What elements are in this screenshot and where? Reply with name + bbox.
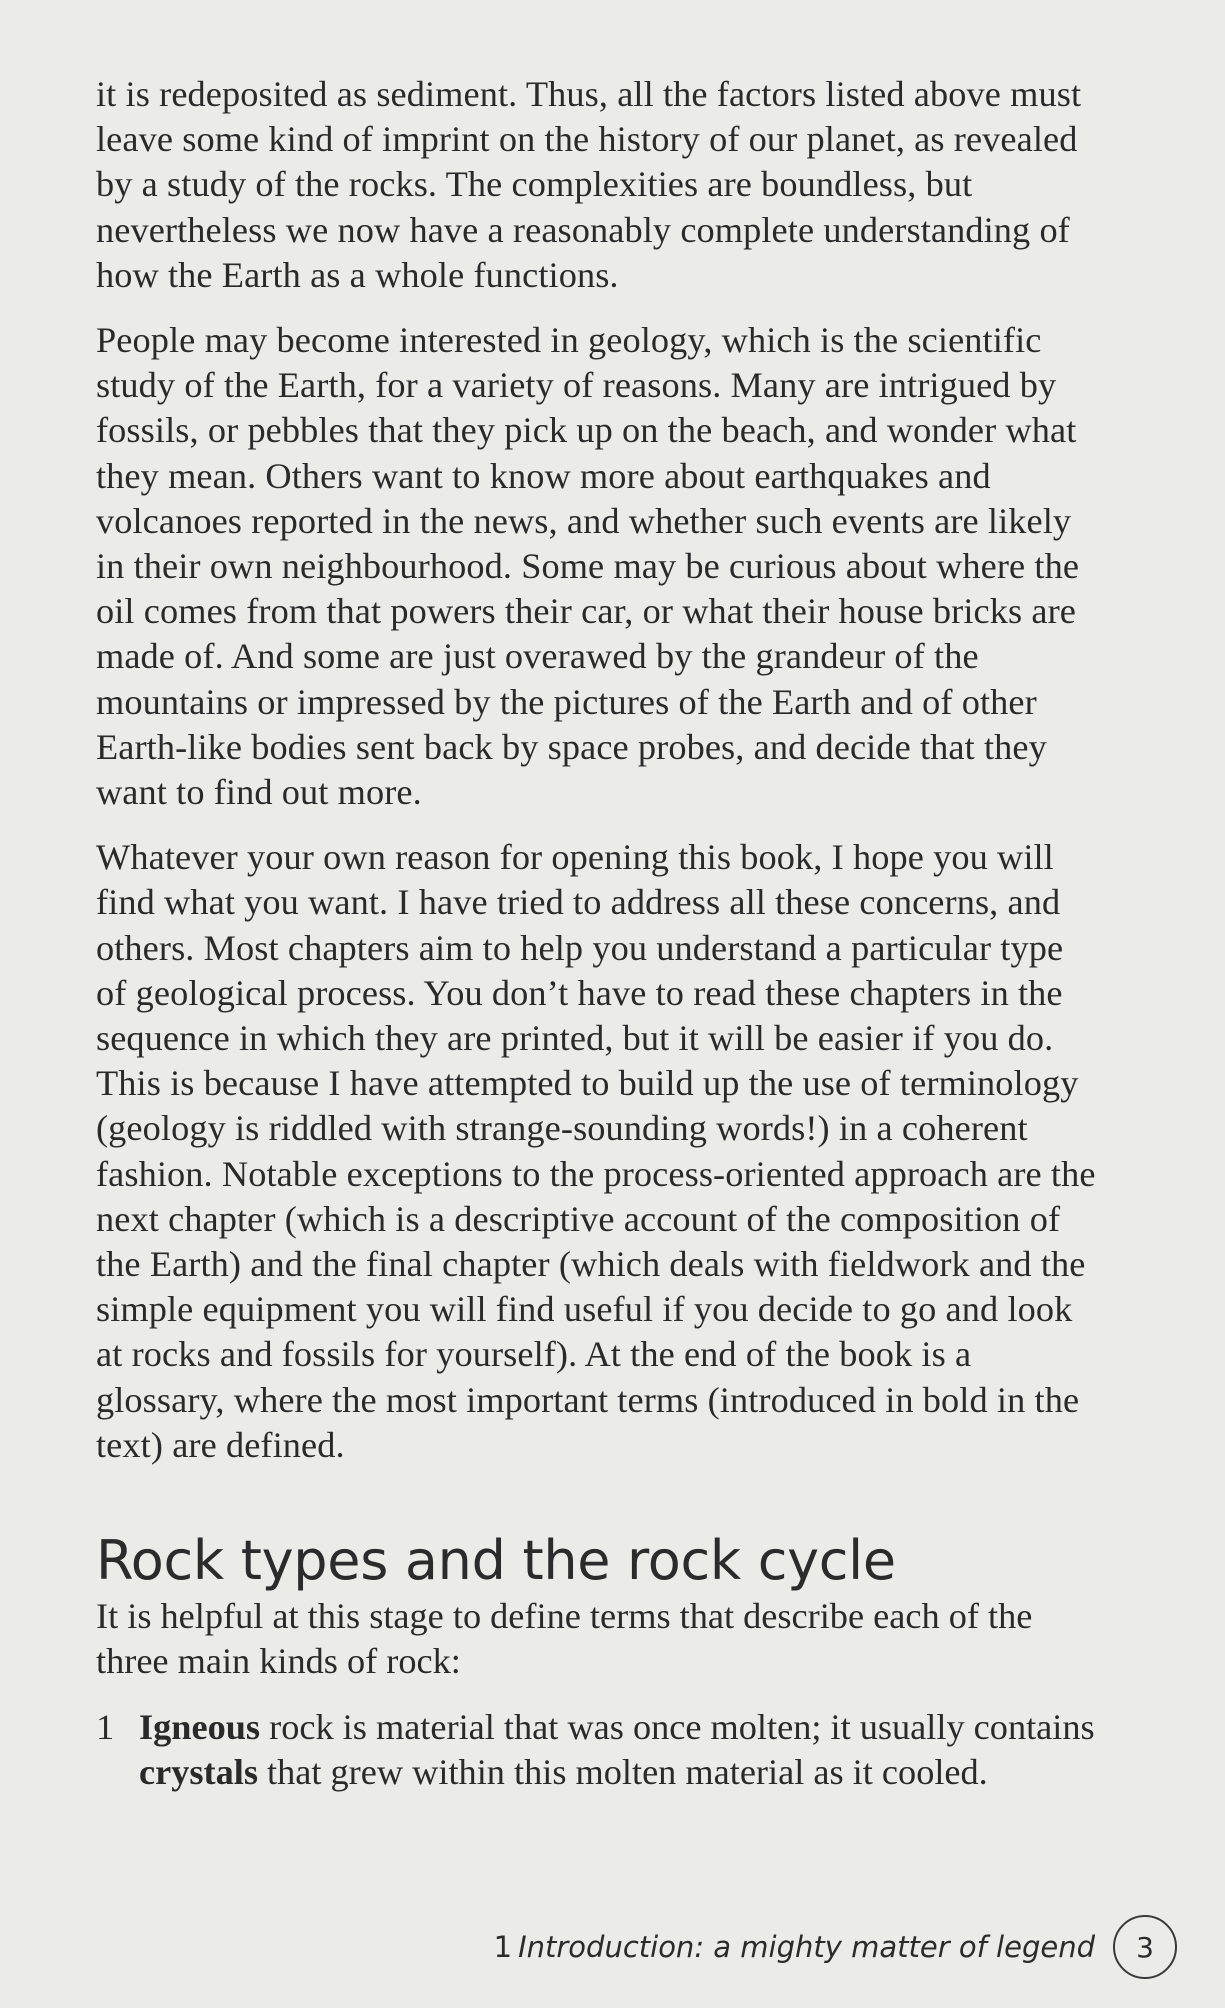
paragraph: it is redeposited as sediment. Thus, all the factors listed above must leave some kind of imprint on the history of our planet, as revealed by a study of the rocks. The complexities are boundless, but nevertheless we now have a reasonably complete understanding of how the Earth as a whole functions. xyxy=(96,74,1082,295)
page-body xyxy=(96,72,1096,1795)
list-item-text-part: rock is material that was once molten; it usually contains xyxy=(260,1706,1095,1747)
running-footer xyxy=(494,1912,1177,1982)
list-item xyxy=(96,1705,1096,1795)
rock-types-list xyxy=(96,1705,1096,1795)
list-item-number: 1 xyxy=(96,1706,115,1747)
footer-chapter-title: Introduction: a mighty matter of legend xyxy=(518,1930,1095,1964)
bold-term: Igneous xyxy=(139,1706,261,1747)
section-intro: It is helpful at this stage to define terms that describe each of the three main kinds of rock: xyxy=(96,1596,1033,1682)
paragraph: People may become interested in geology, which is the scientific study of the Earth, for a variety of reasons. Many are intrigued by fossils, or pebbles that they pick up on the beach, and wonder what they mean. Others want to know more about earthquakes and volcanoes reported in the news, and whether such events are likely in their own neighbourhood. Some may be curious about where the oil comes from that powers their car, or what their house bricks are made of. And some are just overawed by the grandeur of the mountains or impressed by the pictures of the Earth and of other Earth-like bodies sent back by space probes, and decide that they want to find out more. xyxy=(96,320,1080,813)
bold-term: crystals xyxy=(139,1751,258,1792)
paragraph: Whatever your own reason for opening this book, I hope you will find what you want. I have tried to address all these concerns, and others. Most chapters aim to help you understand a particular type of geological process. You don’t have to read these chapters in the sequence in which they are printed, but it will be easier if you do. This is because I have attempted to build up the use of terminology (geology is riddled with strange-sounding words!) in a coherent fashion. Notable exceptions to the process-oriented approach are the next chapter (which is a descriptive account of the composition of the Earth) and the final chapter (which deals with fieldwork and the simple equipment you will find useful if you decide to go and look at rocks and fossils for yourself). At the end of the book is a glossary, where the most important terms (introduced in bold in the text) are defined. xyxy=(96,837,1096,1465)
list-item-text-part: that grew within this molten material as it cooled. xyxy=(257,1751,988,1792)
footer-chapter-number: 1 xyxy=(493,1930,513,1964)
list-item-text xyxy=(139,1705,1096,1795)
page-number-badge: 3 xyxy=(1113,1915,1177,1979)
section-heading: Rock types and the rock cycle xyxy=(96,1529,896,1593)
